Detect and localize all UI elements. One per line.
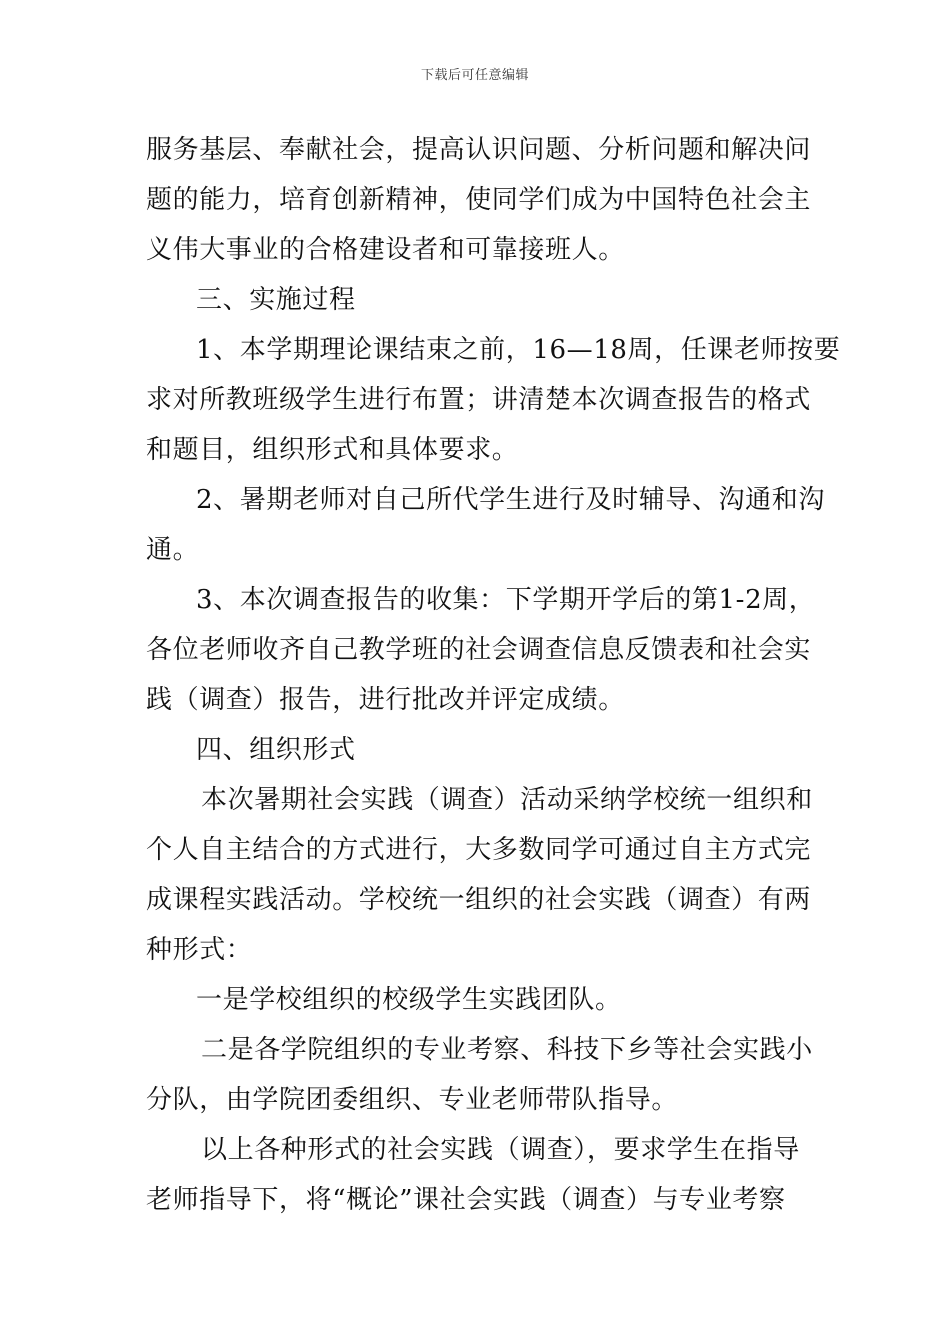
body-line: 1、本学期理论课结束之前，16—18周，任课老师按要: [196, 335, 841, 365]
body-line: 求对所教班级学生进行布置；讲清楚本次调查报告的格式: [146, 385, 812, 415]
body-line: 和题目，组织形式和具体要求。: [146, 435, 519, 465]
body-line: 分队，由学院团委组织、专业老师带队指导。: [146, 1085, 679, 1115]
body-line: 一是学校组织的校级学生实践团队。: [196, 985, 622, 1015]
body-line: 以上各种形式的社会实践（调查），要求学生在指导: [201, 1135, 800, 1165]
body-line: 老师指导下，将“概论”课社会实践（调查）与专业考察: [146, 1185, 786, 1215]
body-line: 种形式：: [146, 935, 253, 965]
body-line: 本次暑期社会实践（调查）活动采纳学校统一组织和: [201, 785, 813, 815]
body-line: 3、本次调查报告的收集：下学期开学后的第1-2周，: [196, 585, 816, 615]
body-line: 通。: [146, 535, 200, 565]
body-line: 践（调查）报告，进行批改并评定成绩。: [146, 685, 625, 715]
body-line: 义伟大事业的合格建设者和可靠接班人。: [146, 235, 625, 265]
body-line: 个人自主结合的方式进行，大多数同学可通过自主方式完: [146, 835, 812, 865]
section-heading: 四、组织形式: [196, 735, 356, 765]
body-line: 服务基层、奉献社会，提高认识问题、分析问题和解决问: [146, 135, 812, 165]
page-header: 下载后可任意编辑: [420, 68, 529, 83]
body-line: 各位老师收齐自己教学班的社会调查信息反馈表和社会实: [146, 635, 812, 665]
body-line: 题的能力，培育创新精神，使同学们成为中国特色社会主: [146, 185, 812, 215]
body-line: 二是各学院组织的专业考察、科技下乡等社会实践小: [201, 1035, 813, 1065]
body-line: 2、暑期老师对自己所代学生进行及时辅导、沟通和沟: [196, 485, 825, 515]
body-line: 成课程实践活动。学校统一组织的社会实践（调查）有两: [146, 885, 812, 915]
section-heading: 三、实施过程: [196, 285, 356, 315]
